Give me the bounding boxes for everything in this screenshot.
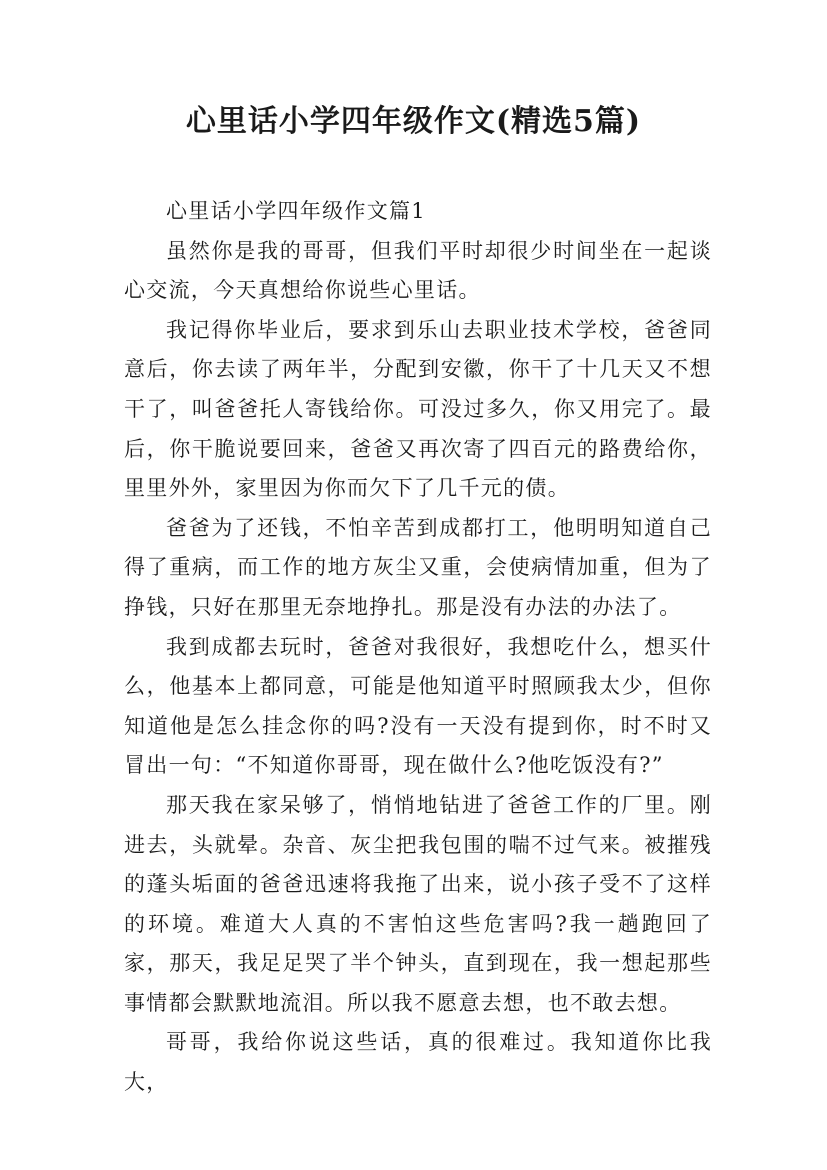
document-body bbox=[124, 192, 712, 1103]
document-title: 心里话小学四年级作文(精选5篇) bbox=[185, 104, 642, 139]
paragraph: 哥哥，我给你说这些话，真的很难过。我知道你比我大， bbox=[124, 1030, 712, 1095]
paragraph: 那天我在家呆够了，悄悄地钻进了爸爸工作的厂里。刚进去，头就晕。杂音、灰尘把我包围的喘不过气来。被摧残的蓬头垢面的爸爸迅速将我拖了出来，说小孩子受不了这样的环境。难道大人真的不害怕这些危害吗?我一趟跑回了家，那天，我足足哭了半个钟头，直到现在，我一想起那些事情都会默默地流泪。所以我不愿意去想，也不敢去想。 bbox=[124, 792, 712, 1015]
section-heading: 心里话小学四年级作文篇1 bbox=[166, 199, 426, 223]
paragraph: 我到成都去玩时，爸爸对我很好，我想吃什么，想买什么，他基本上都同意，可能是他知道平时照顾我太少，但你知道他是怎么挂念你的吗?没有一天没有提到你，时不时又冒出一句：“不知道你哥哥，现在做什么?他吃饭没有?” bbox=[124, 634, 712, 778]
paragraph: 虽然你是我的哥哥，但我们平时却很少时间坐在一起谈心交流，今天真想给你说些心里话。 bbox=[124, 238, 712, 303]
paragraph: 爸爸为了还钱，不怕辛苦到成都打工，他明明知道自己得了重病，而工作的地方灰尘又重，会使病情加重，但为了挣钱，只好在那里无奈地挣扎。那是没有办法的办法了。 bbox=[124, 515, 712, 619]
paragraph: 我记得你毕业后，要求到乐山去职业技术学校，爸爸同意后，你去读了两年半，分配到安徽，你干了十几天又不想干了，叫爸爸托人寄钱给你。可没过多久，你又用完了。最后，你干脆说要回来，爸爸又再次寄了四百元的路费给你，里里外外，家里因为你而欠下了几千元的债。 bbox=[124, 317, 712, 501]
